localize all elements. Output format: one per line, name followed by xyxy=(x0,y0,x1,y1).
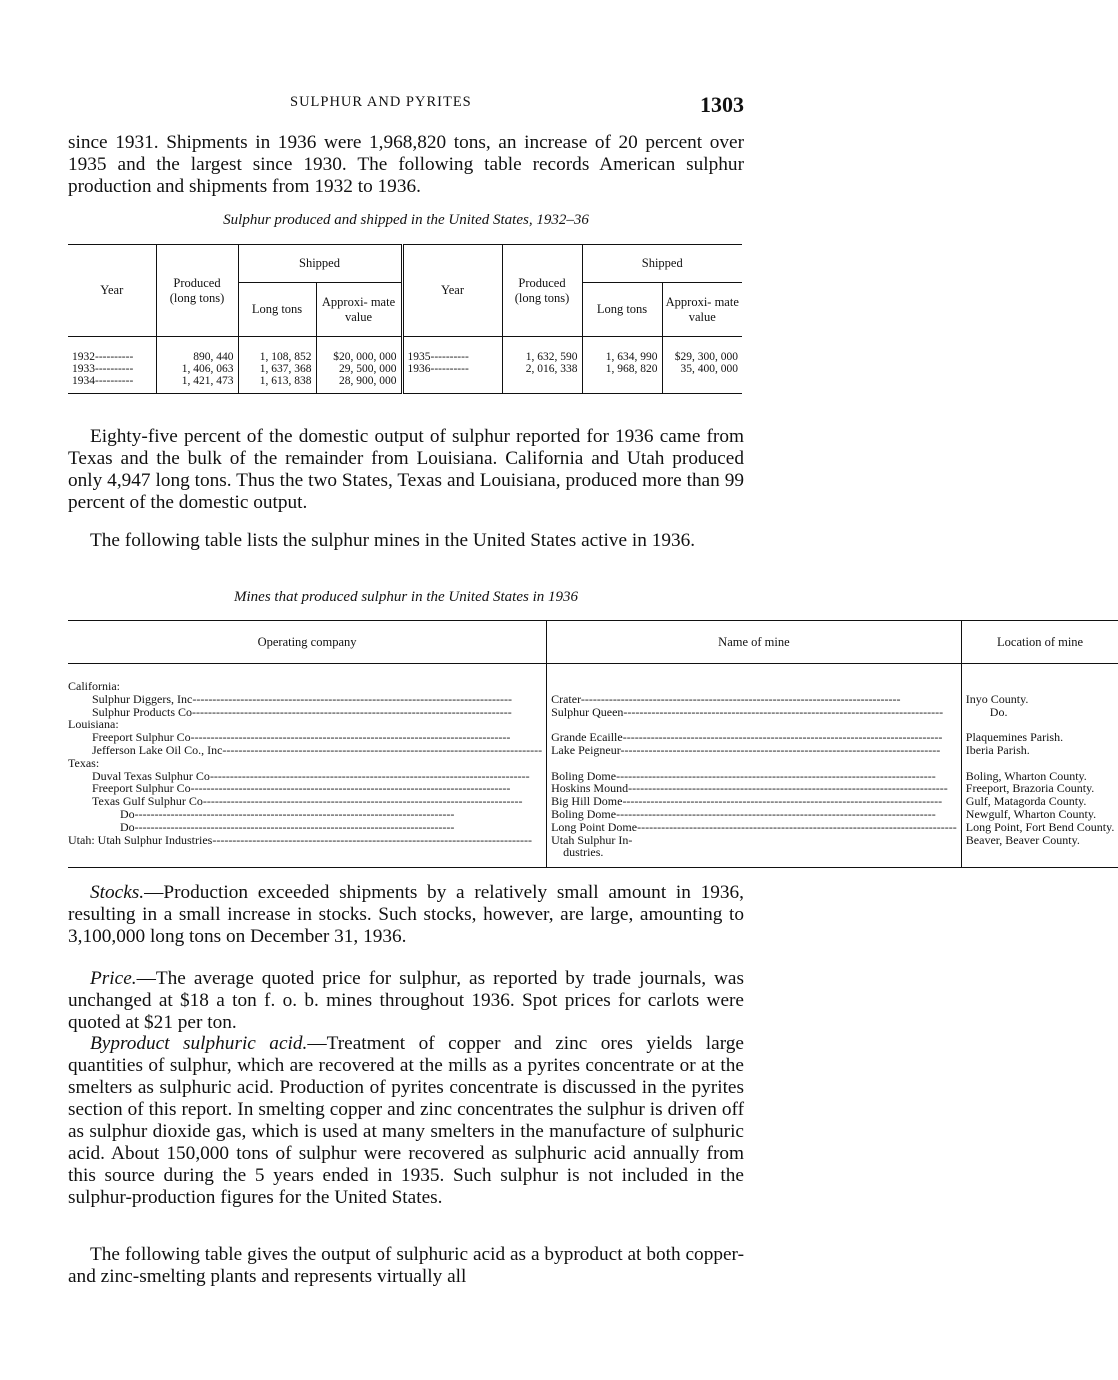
value-cell: $20, 000, 000 xyxy=(316,337,402,364)
list-item: Boling, Wharton County. xyxy=(965,768,1087,783)
value-cell: $29, 300, 000 xyxy=(662,337,742,364)
table2-caption: Mines that produced sulphur in the United States in 1936 xyxy=(234,589,578,605)
list-item: Iberia Parish. xyxy=(965,742,1030,757)
list-item: Freeport Sulphur Co ----- xyxy=(68,782,542,795)
col-mine-name: Name of mine xyxy=(547,621,962,664)
price-heading: Price. xyxy=(90,968,137,989)
mine-column xyxy=(547,664,962,868)
list-item: Do ----- xyxy=(68,808,542,821)
produced-cell: 1, 632, 590 xyxy=(502,337,582,364)
list-item: Crater ----- xyxy=(551,693,957,706)
byproduct-heading: Byproduct sulphuric acid. xyxy=(90,1033,308,1054)
long-tons-cell: 1, 108, 852 xyxy=(238,337,316,364)
col-produced: Produced (long tons) xyxy=(156,245,238,337)
table-row xyxy=(68,363,742,375)
col-produced-2: Produced (long tons) xyxy=(502,245,582,337)
table1-caption: Sulphur produced and shipped in the United States, 1932–36 xyxy=(223,212,589,228)
list-item: Hoskins Mound ----- xyxy=(551,782,957,795)
table-row xyxy=(68,375,742,394)
page-number: 1303 xyxy=(700,92,744,117)
col-operating-company: Operating company xyxy=(68,621,547,664)
list-item: Sulphur Diggers, Inc ----- xyxy=(68,693,542,706)
stocks-heading: Stocks. xyxy=(90,882,145,903)
list-item: Big Hill Dome ----- xyxy=(551,795,957,808)
list-item: Grande Ecaille ----- xyxy=(551,731,957,744)
list-item: Do ----- xyxy=(68,821,542,834)
stocks-paragraph: Stocks.—Production exceeded shipments by a relatively small amount in 1936, resulting in a small increase in stocks. Such stocks, however, are large, amounting to 3,100,000 long tons on December 31, 1936. xyxy=(68,882,744,947)
list-item: Utah: Utah Sulphur Industries ----- xyxy=(68,834,542,847)
final-paragraph: The following table gives the output of sulphuric acid as a byproduct at both copper- and zinc-smelting plants and represents virtually all xyxy=(68,1244,744,1287)
year-cell: 1935---------- xyxy=(402,337,502,364)
table-row xyxy=(68,337,742,364)
year-cell: 1936---------- xyxy=(402,363,502,375)
page-header xyxy=(68,92,744,120)
year-cell: 1932---------- xyxy=(72,351,134,363)
list-item: Lake Peigneur ----- xyxy=(551,744,957,757)
long-tons-cell: 1, 634, 990 xyxy=(582,337,662,364)
col-long-tons-2: Long tons xyxy=(582,283,662,337)
year-cell: 1933---------- xyxy=(72,363,134,375)
sulphur-production-table xyxy=(68,244,742,394)
produced-cell: 1, 421, 473 xyxy=(156,375,238,394)
value-cell: 29, 500, 000 xyxy=(316,363,402,375)
company-column xyxy=(68,664,547,868)
sulphur-mines-table xyxy=(68,620,1118,868)
col-year: Year xyxy=(68,245,156,337)
running-title: SULPHUR AND PYRITES xyxy=(290,94,472,110)
produced-cell: 1, 406, 063 xyxy=(156,363,238,375)
list-item: Sulphur Products Co ----- xyxy=(68,706,542,719)
list-item: Do. xyxy=(989,704,1008,719)
list-item: Inyo County. xyxy=(965,691,1029,706)
list-item: Utah Sulphur In- xyxy=(551,832,633,847)
location-column xyxy=(961,664,1118,868)
year-cell: 1934---------- xyxy=(68,375,156,394)
list-item: dustries. xyxy=(563,845,604,860)
list-item: Long Point Dome ----- xyxy=(551,821,957,834)
long-tons-cell: 1, 637, 368 xyxy=(238,363,316,375)
list-item: Texas: xyxy=(68,755,100,770)
list-item: Duval Texas Sulphur Co ----- xyxy=(68,770,542,783)
list-item: Long Point, Fort Bend County. xyxy=(965,819,1115,834)
produced-cell: 2, 016, 338 xyxy=(502,363,582,375)
value-cell: 35, 400, 000 xyxy=(662,363,742,375)
list-item: Freeport, Brazoria County. xyxy=(965,781,1095,796)
col-value-2: Approxi- mate value xyxy=(662,283,742,337)
long-tons-cell: 1, 613, 838 xyxy=(238,375,316,394)
list-item: Texas Gulf Sulphur Co ----- xyxy=(68,795,542,808)
col-year-2: Year xyxy=(402,245,502,337)
paragraph-mines-intro: The following table lists the sulphur mines in the United States active in 1936. xyxy=(90,530,696,551)
list-item: Boling Dome ----- xyxy=(551,770,957,783)
list-item: Sulphur Queen ----- xyxy=(551,706,957,719)
col-value: Approxi- mate value xyxy=(316,283,402,337)
list-item: Plaquemines Parish. xyxy=(965,730,1064,745)
produced-cell: 890, 440 xyxy=(156,337,238,364)
list-item: Louisiana: xyxy=(68,717,119,732)
list-item: Newgulf, Wharton County. xyxy=(965,806,1097,821)
list-item: California: xyxy=(68,679,120,693)
price-paragraph: Price.—The average quoted price for sulphur, as reported by trade journals, was unchanged at $18 a ton f. o. b. mines throughout 1936. Spot prices for carlots were quoted at $21 per ton. xyxy=(68,968,744,1033)
byproduct-paragraph: Byproduct sulphuric acid.—Treatment of copper and zinc ores yields large quantities of sulphur, which are recovered at the mills as a pyrites concentrate or at the smelters as sulphuric acid. Production of pyrites concentrate is discussed in the pyrites section of this report. In smelting copper and zinc concentrates the sulphur is driven off as sulphur dioxide gas, which is used at many smelters in the manufacture of sulphuric acid. About 150,000 tons of sulphur were recovered as sulphuric acid annually from this source during the 5 years ended in 1935. Such sulphur is not included in the sulphur-production figures for the United States. xyxy=(68,1033,744,1208)
list-item: Freeport Sulphur Co ----- xyxy=(68,731,542,744)
paragraph-domestic-output: Eighty-five percent of the domestic output of sulphur reported for 1936 came from Texas and the bulk of the remainder from Louisiana. California and Utah produced only 4,947 long tons. Thus the two States, Texas and Louisiana, produced more than 99 percent of the domestic output. xyxy=(68,426,744,513)
long-tons-cell: 1, 968, 820 xyxy=(582,363,662,375)
list-item: Boling Dome ----- xyxy=(551,808,957,821)
col-shipped: Shipped xyxy=(238,245,402,283)
value-cell: 28, 900, 000 xyxy=(316,375,402,394)
col-shipped-2: Shipped xyxy=(582,245,742,283)
col-mine-location: Location of mine xyxy=(961,621,1118,664)
col-long-tons: Long tons xyxy=(238,283,316,337)
list-item: Beaver, Beaver County. xyxy=(965,832,1080,847)
list-item: Jefferson Lake Oil Co., Inc ----- xyxy=(68,744,542,757)
list-item: Gulf, Matagorda County. xyxy=(965,794,1087,809)
intro-paragraph: since 1931. Shipments in 1936 were 1,968,820 tons, an increase of 20 percent over 1935 and the largest since 1930. The following table records American sulphur production and shipments from 1932 to 1936. xyxy=(68,132,744,197)
